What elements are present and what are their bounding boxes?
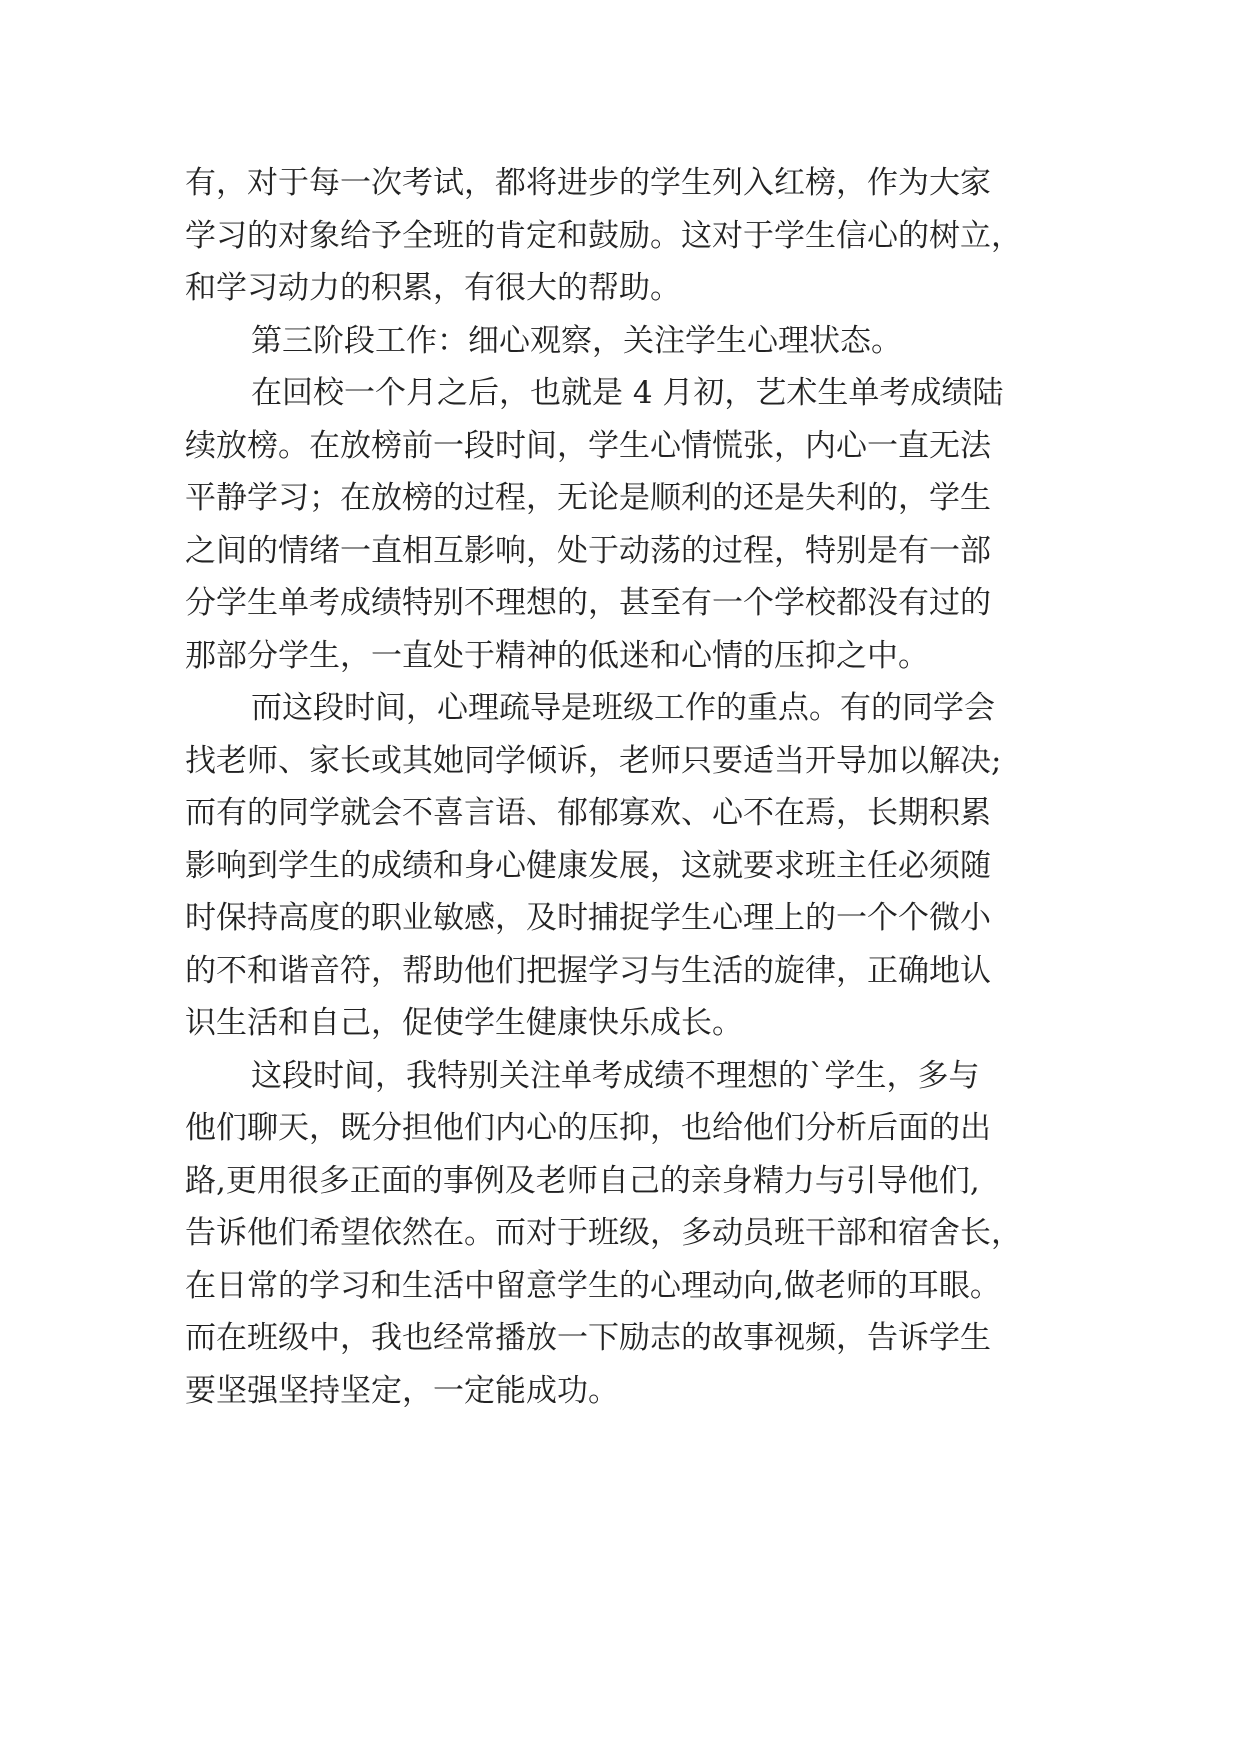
text-line: 的不和谐音符，帮助他们把握学习与生活的旋律，正确地认 <box>185 952 991 989</box>
text-line: 时保持高度的职业敏感，及时捕捉学生心理上的一个个微小 <box>185 900 991 936</box>
document-body <box>185 157 1065 1417</box>
section-heading-line: 第三阶段工作：细心观察，关注学生心理状态。 <box>251 322 902 359</box>
text-line: 找老师、家长或其她同学倾诉，老师只要适当开导加以解决; <box>185 742 1002 779</box>
text-line: 那部分学生，一直处于精神的低迷和心情的压抑之中。 <box>185 637 929 674</box>
text-line: 告诉他们希望依然在。而对于班级，多动员班干部和宿舍长， <box>185 1215 1022 1251</box>
paragraph-first-line: 而这段时间，心理疏导是班级工作的重点。有的同学会 <box>251 690 995 726</box>
text-line: 而在班级中，我也经常播放一下励志的故事视频，告诉学生 <box>185 1320 991 1356</box>
text-line: 平静学习；在放榜的过程，无论是顺利的还是失利的，学生 <box>185 480 991 516</box>
text-line: 在日常的学习和生活中留意学生的心理动向,做老师的耳眼。 <box>185 1267 1001 1304</box>
text-line: 和学习动力的积累，有很大的帮助。 <box>185 270 681 306</box>
text-line: 他们聊天，既分担他们内心的压抑，也给他们分析后面的出 <box>185 1110 991 1146</box>
text-line: 影响到学生的成绩和身心健康发展，这就要求班主任必须随 <box>185 847 991 884</box>
text-line: 而有的同学就会不喜言语、郁郁寡欢、心不在焉，长期积累 <box>185 795 991 831</box>
text-line: 学习的对象给予全班的肯定和鼓励。这对于学生信心的树立， <box>185 217 1022 254</box>
text-line: 分学生单考成绩特别不理想的，甚至有一个学校都没有过的 <box>185 585 991 621</box>
text-line: 路,更用很多正面的事例及老师自己的亲身精力与引导他们, <box>185 1162 980 1199</box>
text-line: 有，对于每一次考试，都将进步的学生列入红榜，作为大家 <box>185 165 991 201</box>
text-line: 续放榜。在放榜前一段时间，学生心情慌张，内心一直无法 <box>185 427 991 464</box>
text-line: 之间的情绪一直相互影响，处于动荡的过程，特别是有一部 <box>185 532 991 569</box>
text-line: 识生活和自己，促使学生健康快乐成长。 <box>185 1005 743 1041</box>
text-line: 要坚强坚持坚定，一定能成功。 <box>185 1372 619 1409</box>
paragraph-first-line: 这段时间，我特别关注单考成绩不理想的`学生，多与 <box>251 1057 980 1094</box>
paragraph-first-line: 在回校一个月之后，也就是 4 月初，艺术生单考成绩陆 <box>251 375 1004 411</box>
